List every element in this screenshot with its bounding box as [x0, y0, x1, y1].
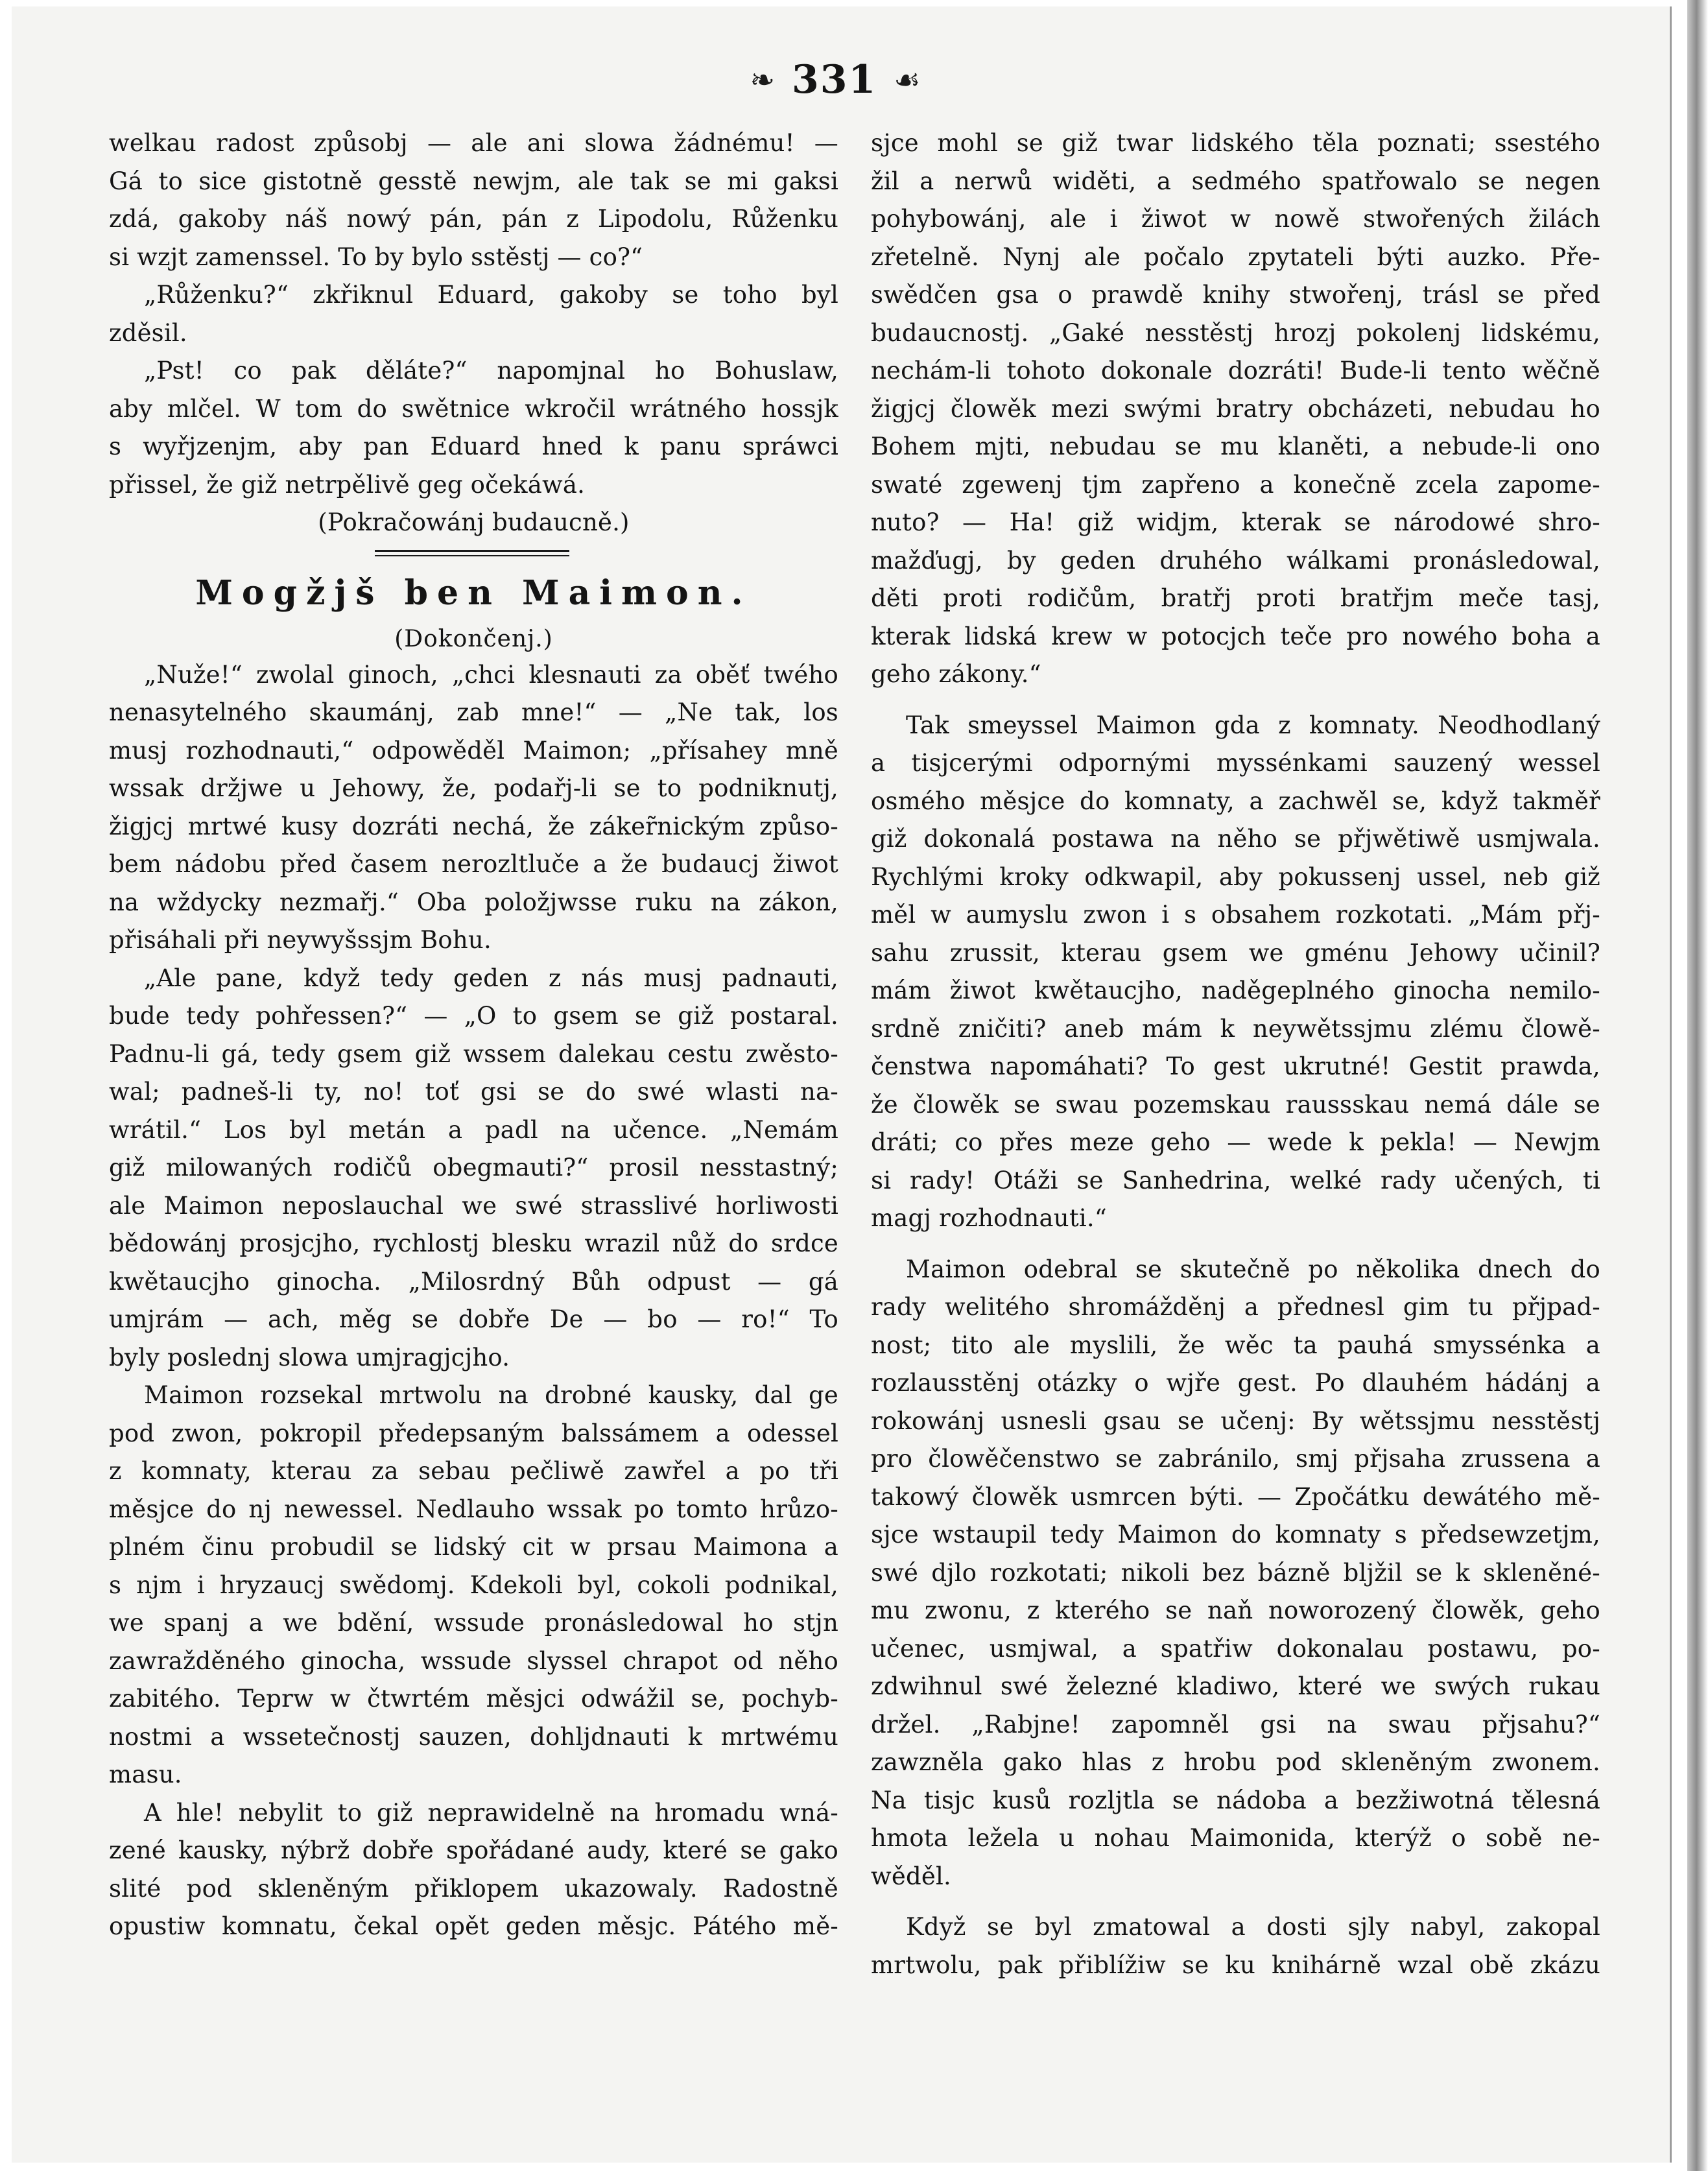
text-line: dráti; co přes meze geho — wede k pekla! — Newjm	[871, 1128, 1600, 1156]
text-line: mažďugj, by geden druhého wálkami pronásledowal,	[871, 546, 1600, 575]
text-line: „Růženku?“ zkřiknul Eduard, gakoby se toho byl	[144, 281, 838, 309]
text-line: „Ale pane, když tedy geden z nás musj padnauti,	[144, 964, 838, 992]
article-title: Mogžjš ben Maimon.	[195, 573, 752, 613]
text-line: držel. „Rabjne! zapomněl gsi na swau přjsahu?“	[871, 1710, 1600, 1738]
article-subtitle: (Dokončenj.)	[394, 625, 553, 652]
text-line: zděsil.	[109, 318, 187, 347]
text-line: geho zákony.“	[871, 660, 1041, 688]
text-line: zdwihnul swé železné kladiwo, které we swých rukau	[871, 1672, 1600, 1700]
text-line: zawražděného ginocha, wssude slyssel chrapot od něho	[109, 1646, 838, 1675]
text-line: umjrám — ach, měg se dobře De — bo — ro!“ To	[109, 1305, 838, 1333]
text-line: welkau radost způsobj — ale ani slowa žádnému! —	[109, 129, 838, 157]
text-line: na wždycky nezmařj.“ Oba položjwsse ruku na zákon,	[109, 888, 838, 916]
text-line: s njm i hryzaucj swědomj. Kdekoli byl, cokoli podnikal,	[109, 1571, 838, 1599]
text-line: rozlausstěnj otázky o wjře gest. Po dlauhém hádánj a	[871, 1369, 1600, 1397]
text-line: swé djlo rozkotati; nikoli bez bázně bljžil se k skleněné-	[871, 1558, 1600, 1587]
text-line: z komnaty, kterau za sebau pečliwě zawřel a po tři	[109, 1457, 838, 1485]
text-line: s wyřjzenjm, aby pan Eduard hned k panu spráwci	[109, 433, 838, 460]
text-line: a tisjcerými odpornými myssénkami sauzený wessel	[871, 749, 1600, 777]
text-line: „Nuže!“ zwolal ginoch, „chci klesnauti za oběť twého	[144, 660, 838, 689]
text-line: sjce mohl se giž twar lidského těla poznati; ssestého	[871, 129, 1600, 157]
text-line: Padnu-li gá, tedy gsem giž wssem dalekau cestu zwěsto-	[109, 1039, 838, 1068]
text-line: opustiw komnatu, čekal opět geden měsjc. Pátého mě-	[109, 1912, 838, 1940]
text-line: nenasytelného skaumánj, zab mne!“ — „Ne tak, los	[109, 698, 838, 726]
text-line: aby mlčel. W tom do swětnice wkročil wrátného hossjk	[109, 394, 838, 423]
scan-edge-shadow	[1687, 0, 1708, 2171]
journal-page	[12, 6, 1672, 2163]
text-line: bědowánj prosjcjho, rychlostj blesku wrazil nůž do srdce	[109, 1229, 838, 1257]
text-line: zdá, gakoby náš nowý pán, pán z Lipodolu, Růženku	[109, 205, 838, 233]
text-line: měl w aumyslu zwon i s obsahem rozkotati. „Mám přj-	[871, 901, 1600, 929]
text-line: rokowánj usnesli gsau se učenj: By wětssjmu nesstěstj	[871, 1406, 1600, 1435]
right-ornament-icon: ☙	[894, 62, 921, 97]
text-line: magj rozhodnauti.“	[871, 1204, 1108, 1232]
text-line: kterak lidská krew w potocjch teče pro nowého boha a	[871, 622, 1600, 650]
text-line: swědčen gsa o prawdě knihy stwořenj, trásl se před	[871, 281, 1600, 309]
text-line: si wzjt zamenssel. To by bylo sstěstj — co?“	[109, 243, 643, 271]
text-line: nostmi a wssetečnostj sauzen, dohljdnauti k mrtwému	[109, 1722, 838, 1751]
text-line: sahu zrussit, kterau gsem we gménu Jehowy učinil?	[871, 938, 1600, 967]
text-line: Bohem mjti, nebudau se mu klaněti, a nebude-li ono	[871, 433, 1600, 460]
text-line: pro člowěčenstwo se zabránilo, smj přjsaha zrussena a	[871, 1445, 1600, 1473]
text-line: kwětaucjho ginocha. „Milosrdný Bůh odpust — gá	[109, 1267, 838, 1296]
text-line: bude tedy pohřessen?“ — „O to gsem se giž postaral.	[109, 1002, 838, 1030]
text-line: že člowěk se swau pozemskau raussskau nemá dále se	[871, 1090, 1600, 1119]
text-line: wssak držjwe u Jehowy, že, podařj-li se to podniknutj,	[109, 774, 838, 802]
text-line: zené kausky, nýbrž dobře spořádané audy, které se gako	[109, 1836, 838, 1864]
right-column	[871, 125, 1600, 2070]
text-line: bem nádobu před časem nerozltluče a že budaucj žiwot	[109, 850, 838, 878]
text-line: si rady! Otáži se Sanhedrina, welké rady učených, ti	[871, 1166, 1600, 1194]
text-line: Na tisjc kusů rozljtla se nádoba a bezžiwotná tělesná	[871, 1786, 1600, 1814]
text-line: osmého měsjce do komnaty, a zachwěl se, když takměř	[871, 787, 1600, 815]
text-line: čenstwa napomáhati? To gest ukrutné! Gestit prawda,	[871, 1052, 1600, 1080]
text-line: žigjcj člowěk mezi swými bratry obcházeti, nebudau ho	[871, 394, 1600, 423]
text-line: A hle! nebylit to giž neprawidelně na hromadu wná-	[144, 1798, 838, 1827]
text-line: nuto? — Ha! giž widjm, kterak se národowé shro-	[871, 508, 1600, 536]
text-line: wěděl.	[871, 1862, 951, 1890]
text-line: wrátil.“ Los byl metán a padl na učence. „Nemám	[109, 1115, 838, 1144]
text-line: srdně zničiti? aneb mám k neywětssjmu zlému člowě-	[871, 1014, 1600, 1043]
text-line: mrtwolu, pak přiblížiw se ku knihárně wzal obě zkázu	[871, 1951, 1600, 1979]
text-line: přissel, že giž netrpělivě geg očekáwá.	[109, 470, 586, 499]
text-line: měsjce do nj newessel. Nedlauho wssak po tomto hrůzo-	[109, 1495, 838, 1523]
text-line: Tak smeyssel Maimon gda z komnaty. Neodhodlaný	[906, 711, 1600, 739]
text-line: mu zwonu, z kterého se naň noworozený člowěk, geho	[871, 1596, 1600, 1624]
text-line: giž milowaných rodičů obegmauti?“ prosil nesstastný;	[109, 1154, 838, 1181]
text-line: swaté zgewenj tjm zapřeno a konečně zcela zapome-	[871, 470, 1600, 499]
text-line: Gá to sice gistotně gesstě newjm, ale tak se mi gaksi	[109, 167, 838, 195]
double-rule-divider	[109, 542, 838, 564]
text-line: zřetelně. Nynj ale počalo zpytateli býti auzko. Pře-	[871, 243, 1600, 271]
text-line: we spanj a we bdění, wssude pronásledowal ho stjn	[109, 1609, 838, 1637]
text-line: zawzněla gako hlas z hrobu pod skleněným zwonem.	[871, 1748, 1600, 1776]
text-line: pod zwon, pokropil předepsaným balssámem a odessel	[109, 1419, 838, 1447]
page-number: 331	[792, 57, 877, 102]
text-line: giž dokonalá postawa na něho se přjwětiwě usmjwala.	[871, 825, 1600, 853]
text-line: nechám-li tohoto dokonale dozráti! Bude-li tento wěčně	[871, 357, 1600, 385]
text-line: wal; padneš-li ty, no! toť gsi se do swé wlasti na-	[109, 1078, 838, 1106]
text-line: masu.	[109, 1761, 182, 1788]
left-ornament-icon: ❧	[750, 62, 776, 97]
text-line: nost; tito ale myslili, že wěc ta pauhá smyssénka a	[871, 1331, 1600, 1359]
text-line: musj rozhodnauti,“ odpowěděl Maimon; „přísahey mně	[109, 736, 838, 765]
page-header	[725, 44, 945, 115]
text-line: takowý člowěk usmrcen býti. — Zpočátku dewátého mě-	[871, 1482, 1600, 1511]
text-line: „Pst! co pak děláte?“ napomjnal ho Bohuslaw,	[144, 357, 838, 385]
text-line: plném činu probudil se lidský cit w prsau Maimona a	[109, 1533, 838, 1561]
text-line: Když se byl zmatowal a dosti sjly nabyl, zakopal	[906, 1913, 1600, 1941]
text-line: Maimon rozsekal mrtwolu na drobné kausky, dal ge	[144, 1381, 838, 1409]
text-line: žigjcj mrtwé kusy dozráti nechá, že záker̃nickým způso-	[109, 812, 838, 840]
text-line: zabitého. Teprw w čtwrtém měsjci odwážil se, pochyb-	[109, 1685, 838, 1713]
text-line: budaucnostj. „Gaké nesstěstj hrozj pokolenj lidskému,	[871, 318, 1600, 347]
text-line: děti proti rodičům, bratřj proti bratřjm meče tasj,	[871, 584, 1600, 612]
text-line: učenec, usmjwal, a spatřiw dokonalau postawu, po-	[871, 1634, 1600, 1663]
text-line: Maimon odebral se skutečně po několika dnech do	[906, 1255, 1600, 1283]
text-line: přisáhali při neywyšssjm Bohu.	[109, 926, 492, 954]
text-line: mám žiwot kwětaucjho, naděgeplného ginocha nemilo-	[871, 977, 1600, 1004]
continued-note: (Pokračowánj budaucně.)	[318, 508, 630, 536]
text-line: ale Maimon neposlauchal we swé strasslivé horliwosti	[109, 1191, 838, 1220]
text-line: žil a nerwů widěti, a sedmého spatřowalo se negen	[871, 167, 1600, 195]
text-line: pohybowánj, ale i žiwot w nowě stwořených žilách	[871, 205, 1600, 233]
text-line: Rychlými kroky odkwapil, aby pokussenj ussel, neb giž	[871, 862, 1600, 891]
text-line: slité pod skleněným přiklopem ukazowaly. Radostně	[109, 1874, 838, 1903]
text-line: rady welitého shromážděnj a přednesl gim tu přjpad-	[871, 1293, 1600, 1321]
text-line: byly poslednj slowa umjragjcjho.	[109, 1343, 510, 1371]
text-line: hmota ležela u nohau Maimonida, kterýž o sobě ne-	[871, 1824, 1600, 1852]
text-line: sjce wstaupil tedy Maimon do komnaty s předsewzetjm,	[871, 1521, 1600, 1548]
left-column	[109, 125, 838, 2070]
